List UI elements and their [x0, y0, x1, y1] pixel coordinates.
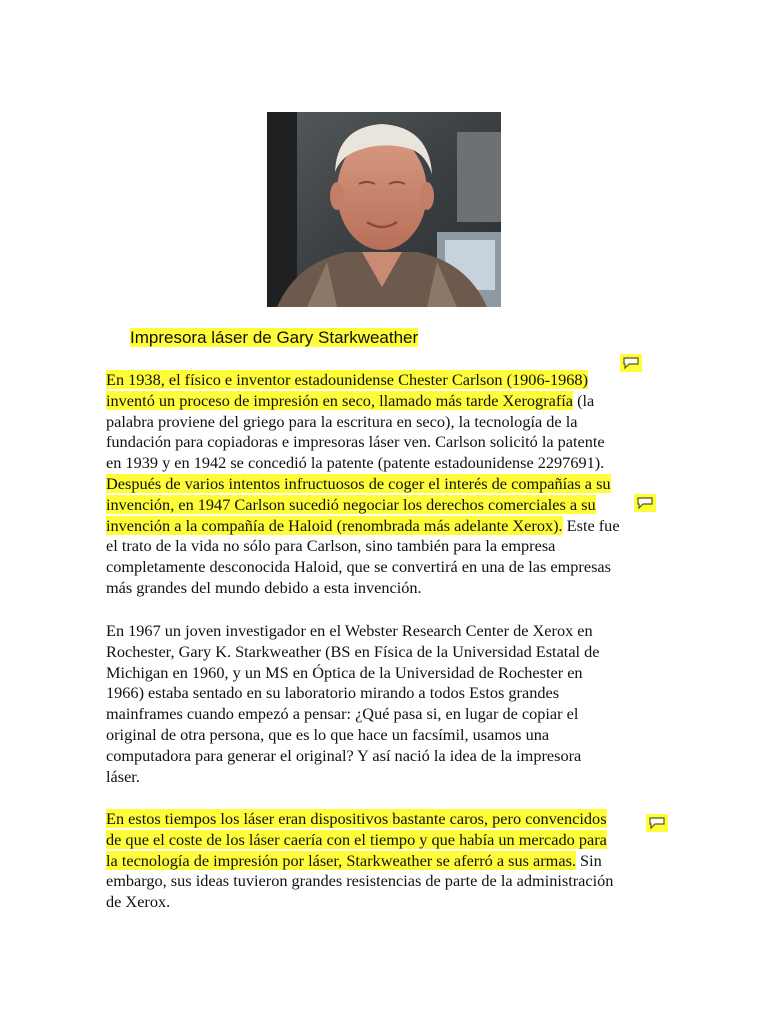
body-text: mainframes cuando empezó a pensar: ¿Qué pasa si, en lugar de copiar el — [106, 704, 579, 724]
text-line — [106, 516, 666, 537]
text-line — [106, 746, 666, 767]
body-text: en 1939 y en 1942 se concedió la patente (patente estadounidense 2297691). — [106, 453, 605, 473]
text-line — [106, 851, 666, 872]
highlighted-text: Después de varios intentos infructuosos de coger el interés de compañías a su — [106, 473, 611, 493]
text-line — [106, 557, 666, 578]
highlighted-text: invención, en 1947 Carlson sucedió negociar los derechos comerciales a su — [106, 494, 596, 514]
body-text: computadora para generar el original? Y así nació la idea de la impresora — [106, 745, 582, 765]
body-text: embargo, sus ideas tuvieron grandes resistencias de parte de la administración — [106, 871, 614, 891]
body-text: Michigan en 1960, y un MS en Óptica de la Universidad de Rochester en — [106, 662, 583, 682]
text-line — [106, 871, 666, 892]
text-line — [106, 830, 666, 851]
text-line — [106, 536, 666, 557]
text-line — [106, 495, 666, 516]
text-line — [106, 391, 666, 412]
text-line — [106, 412, 666, 433]
comment-icon[interactable] — [634, 494, 656, 512]
body-text: completamente desconocida Haloid, que se convertirá en una de las empresas — [106, 557, 611, 577]
highlighted-text: En estos tiempos los láser eran dispositivos bastante caros, pero convencidos — [106, 809, 607, 828]
highlighted-text: inventó un proceso de impresión en seco, llamado más tarde Xerografía — [106, 390, 574, 410]
highlighted-text: invención a la compañía de Haloid (renombrada más adelante Xerox). — [106, 515, 563, 535]
body-text: 1966) estaba sentado en su laboratorio mirando a todos Estos grandes — [106, 683, 560, 703]
body-text: Rochester, Gary K. Starkweather (BS en Física de la Universidad Estatal de — [106, 641, 600, 661]
body-text: de Xerox. — [106, 892, 171, 912]
highlighted-text: la tecnología de impresión por láser, Starkweather se aferró a sus armas. — [106, 850, 576, 870]
comment-icon[interactable] — [620, 354, 642, 372]
body-text: láser. — [106, 766, 140, 786]
comment-icon[interactable] — [646, 814, 668, 832]
body-text: En 1967 un joven investigador en el Webster Research Center de Xerox en — [106, 621, 593, 640]
text-line — [106, 704, 666, 725]
body-text: más grandes del mundo debido a esta invención. — [106, 577, 422, 597]
text-line — [106, 474, 666, 495]
text-line — [106, 725, 666, 746]
highlighted-text: de que el coste de los láser caería con el tiempo y que había un mercado para — [106, 829, 607, 849]
body-text: palabra proviene del griego para la escritura en seco), la tecnología de la — [106, 411, 578, 431]
paragraph — [106, 621, 666, 787]
portrait-photo — [267, 112, 501, 307]
text-line — [106, 892, 666, 913]
body-text: el trato de la vida no sólo para Carlson, sino también para la empresa — [106, 536, 556, 556]
paragraph — [106, 370, 666, 599]
caption-text: Impresora láser de Gary Starkweather — [130, 328, 419, 347]
text-line — [106, 432, 666, 453]
highlighted-text: En 1938, el físico e inventor estadounidense Chester Carlson (1906-1968) — [106, 370, 588, 389]
portrait-illustration — [267, 112, 501, 307]
image-caption — [130, 327, 418, 349]
text-line — [106, 642, 666, 663]
text-line — [106, 578, 666, 599]
body-text: (la — [573, 390, 595, 410]
text-line — [106, 767, 666, 788]
text-line — [106, 663, 666, 684]
body-text: original de otra persona, que es lo que hace un facsímil, usamos una — [106, 724, 550, 744]
body-text: Este fue — [562, 515, 620, 535]
text-line — [106, 809, 666, 830]
text-line — [106, 621, 666, 642]
text-line — [106, 453, 666, 474]
text-line — [106, 683, 666, 704]
body-text: fundación para copiadoras e impresoras láser ven. Carlson solicitó la patente — [106, 432, 605, 452]
body-text: Sin — [575, 850, 602, 870]
text-line — [106, 370, 666, 391]
paragraph — [106, 809, 666, 913]
